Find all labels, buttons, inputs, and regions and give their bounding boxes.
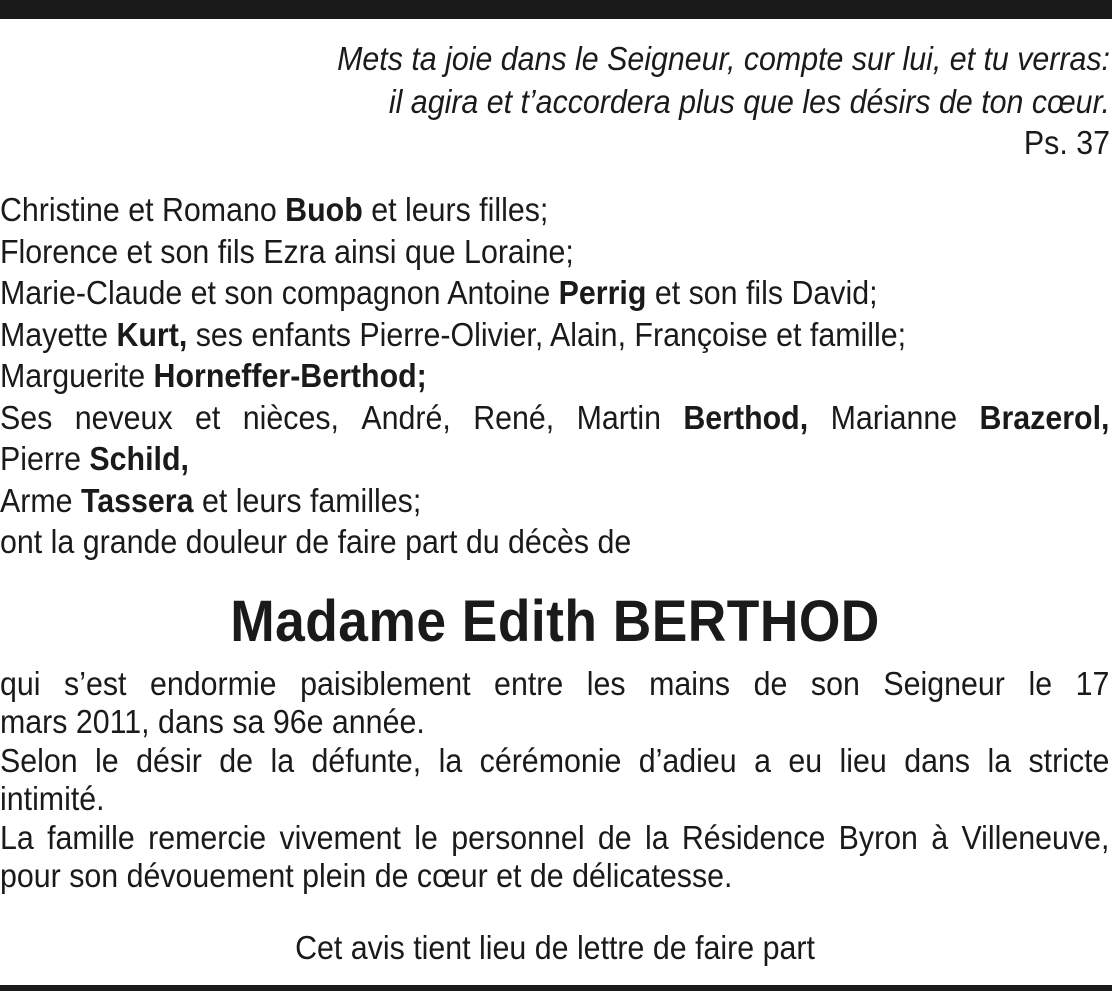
body-word: vivement bbox=[279, 818, 401, 856]
body-line: mars 2011, dans sa 96e année. bbox=[0, 703, 425, 740]
family-word: Martin bbox=[576, 398, 661, 436]
body-line bbox=[0, 742, 1110, 781]
family-line bbox=[0, 189, 1110, 231]
body-line: pour son dévouement plein de cœur et de délicatesse. bbox=[0, 857, 733, 894]
family-line: ont la grande douleur de faire part du décès de bbox=[0, 523, 632, 560]
family-line: Florence et son fils Ezra ainsi que Loraine; bbox=[0, 232, 574, 270]
body-word: d’adieu bbox=[638, 741, 737, 779]
body-word: 17 bbox=[1075, 664, 1110, 702]
epigraph-quote bbox=[89, 37, 1110, 123]
family-word: René, bbox=[473, 398, 555, 436]
body-word: la bbox=[438, 741, 463, 779]
family-line bbox=[0, 272, 1110, 314]
body-word: la bbox=[644, 818, 669, 856]
body-word: la bbox=[270, 741, 295, 779]
body-word: cérémonie bbox=[479, 741, 622, 779]
family-surname: Brazerol, bbox=[979, 398, 1110, 436]
family-text: et leurs familles; bbox=[193, 481, 422, 519]
family-list bbox=[0, 189, 1110, 563]
family-text: et son fils David; bbox=[646, 274, 878, 311]
family-surname: Kurt, bbox=[116, 315, 188, 353]
family-text: Arme bbox=[0, 481, 81, 519]
family-word: Ses bbox=[0, 398, 53, 436]
body-word: de bbox=[597, 818, 632, 856]
body-word: eu bbox=[788, 741, 823, 779]
family-word: Marianne bbox=[830, 398, 958, 436]
body-word: mains bbox=[649, 664, 731, 702]
body-word: dans bbox=[904, 741, 971, 779]
body-word: le bbox=[95, 741, 119, 779]
body-word: de bbox=[753, 664, 788, 702]
body-word: a bbox=[754, 741, 771, 779]
family-line bbox=[0, 438, 1110, 480]
body-word: famille bbox=[47, 818, 135, 856]
body-word: endormie bbox=[149, 664, 277, 702]
family-word: André, bbox=[361, 398, 451, 436]
body-word: Byron bbox=[838, 818, 918, 856]
family-line bbox=[0, 480, 1110, 522]
bottom-border-rule bbox=[0, 985, 1112, 991]
family-word: neveux bbox=[74, 398, 173, 436]
epigraph-reference: Ps. 37 bbox=[1023, 124, 1110, 161]
body-word: entre bbox=[494, 664, 564, 702]
family-text: ses enfants Pierre-Olivier, Alain, Françoise et famille; bbox=[187, 315, 907, 353]
family-word: et bbox=[195, 398, 221, 436]
family-surname: Berthod, bbox=[683, 398, 809, 436]
body-word: défunte, bbox=[311, 741, 422, 779]
body-word: Villeneuve, bbox=[961, 818, 1110, 856]
deceased-name: Madame Edith BERTHOD bbox=[230, 588, 880, 654]
family-text: Pierre bbox=[0, 440, 90, 477]
family-line bbox=[0, 314, 1110, 356]
top-border-rule bbox=[0, 0, 1112, 19]
body-word: lieu bbox=[839, 741, 887, 779]
body-word: personnel bbox=[451, 818, 585, 856]
family-text: Marie-Claude et son compagnon Antoine bbox=[0, 274, 559, 311]
family-surname: Horneffer-Berthod; bbox=[153, 357, 427, 394]
notice-body bbox=[0, 665, 1110, 896]
body-line bbox=[0, 819, 1110, 858]
family-word: nièces, bbox=[242, 398, 339, 436]
obituary-notice bbox=[0, 37, 1110, 896]
body-word: Résidence bbox=[681, 818, 826, 856]
body-line bbox=[0, 665, 1110, 704]
epigraph-line-2: il agira et t’accordera plus que les désirs de ton cœur. bbox=[388, 83, 1110, 120]
body-word: son bbox=[810, 664, 860, 702]
body-word: désir bbox=[136, 741, 202, 779]
family-surname: Perrig bbox=[558, 274, 647, 311]
body-word: le bbox=[414, 818, 438, 856]
body-word: Selon bbox=[0, 741, 78, 779]
family-surname: Tassera bbox=[80, 481, 194, 519]
epigraph-line-1: Mets ta joie dans le Seigneur, compte sur lui, et tu verras: bbox=[337, 40, 1110, 77]
body-line: intimité. bbox=[0, 780, 105, 817]
body-word: à bbox=[931, 818, 949, 856]
closing-note: Cet avis tient lieu de lettre de faire part bbox=[295, 929, 815, 966]
body-word: Seigneur bbox=[883, 664, 1005, 702]
family-text: Mayette bbox=[0, 315, 117, 353]
family-surname: Schild, bbox=[89, 440, 189, 477]
family-text: Christine et Romano bbox=[0, 191, 286, 228]
family-line bbox=[0, 355, 1110, 397]
body-word: remercie bbox=[148, 818, 267, 856]
body-word: s’est bbox=[64, 664, 127, 702]
family-surname: Buob bbox=[285, 191, 363, 228]
family-text: Marguerite bbox=[0, 357, 154, 394]
body-word: la bbox=[987, 741, 1012, 779]
body-word: La bbox=[0, 818, 34, 856]
body-word: paisiblement bbox=[300, 664, 471, 702]
body-word: le bbox=[1028, 664, 1053, 702]
family-line bbox=[0, 397, 1110, 439]
body-word: les bbox=[586, 664, 626, 702]
body-word: qui bbox=[0, 664, 41, 702]
body-word: de bbox=[219, 741, 254, 779]
family-text: et leurs filles; bbox=[362, 191, 549, 228]
body-word: stricte bbox=[1028, 741, 1110, 779]
